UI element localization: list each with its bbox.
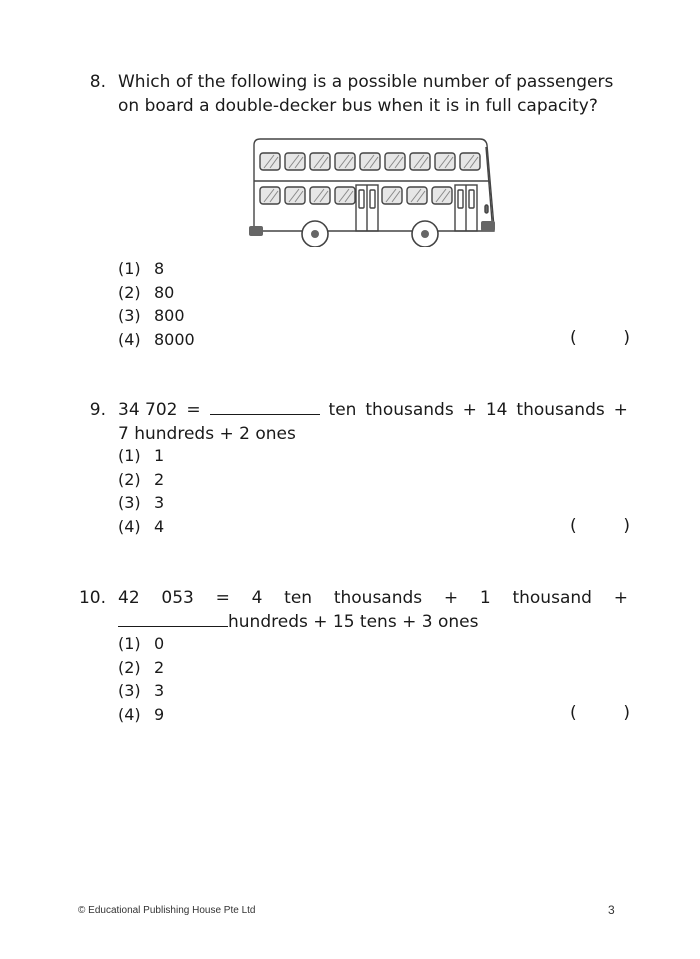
- option-4[interactable]: (4) 8000: [118, 329, 195, 349]
- answer-blank[interactable]: [210, 400, 320, 415]
- option-4[interactable]: (4) 4: [118, 516, 165, 536]
- question-number: 9.: [89, 400, 106, 420]
- answer-blank[interactable]: [118, 612, 228, 627]
- question-stem-line1: Which of the following is a possible number of passengers: [118, 72, 614, 92]
- question-number: 8.: [89, 72, 106, 92]
- option-3[interactable]: (3) 800: [118, 306, 185, 325]
- question-stem-line2: on board a double-decker bus when it is in full capacity?: [118, 96, 598, 116]
- question-number: 10.: [78, 588, 106, 608]
- question-stem-line2: 7 hundreds + 2 ones: [118, 424, 296, 444]
- option-1[interactable]: (1) 1: [118, 446, 165, 465]
- page-number: 3: [608, 903, 615, 917]
- option-2[interactable]: (2) 2: [118, 657, 165, 677]
- option-3[interactable]: (3) 3: [118, 681, 165, 700]
- option-2[interactable]: (2) 80: [118, 282, 175, 302]
- options-list: [118, 257, 195, 351]
- option-4[interactable]: (4) 9: [118, 704, 165, 724]
- options-list: [118, 632, 164, 726]
- option-3[interactable]: (3) 3: [118, 493, 165, 512]
- answer-box[interactable]: ( ): [570, 703, 630, 723]
- option-1[interactable]: (1) 0: [118, 634, 165, 653]
- option-1[interactable]: (1) 8: [118, 259, 165, 278]
- option-2[interactable]: (2) 2: [118, 469, 165, 489]
- question-stem-line1: 42 053 = 4 ten thousands + 1 thousand +: [118, 588, 628, 608]
- question-stem-line1: 34 702 = ten thousands + 14 thousands +: [118, 400, 628, 420]
- options-list: [118, 444, 164, 538]
- answer-box[interactable]: ( ): [570, 516, 630, 536]
- question-stem-line2: hundreds + 15 tens + 3 ones: [118, 610, 478, 634]
- answer-box[interactable]: ( ): [570, 328, 630, 348]
- double-decker-bus-icon: [248, 135, 500, 247]
- copyright-notice: © Educational Publishing House Pte Ltd: [78, 905, 256, 916]
